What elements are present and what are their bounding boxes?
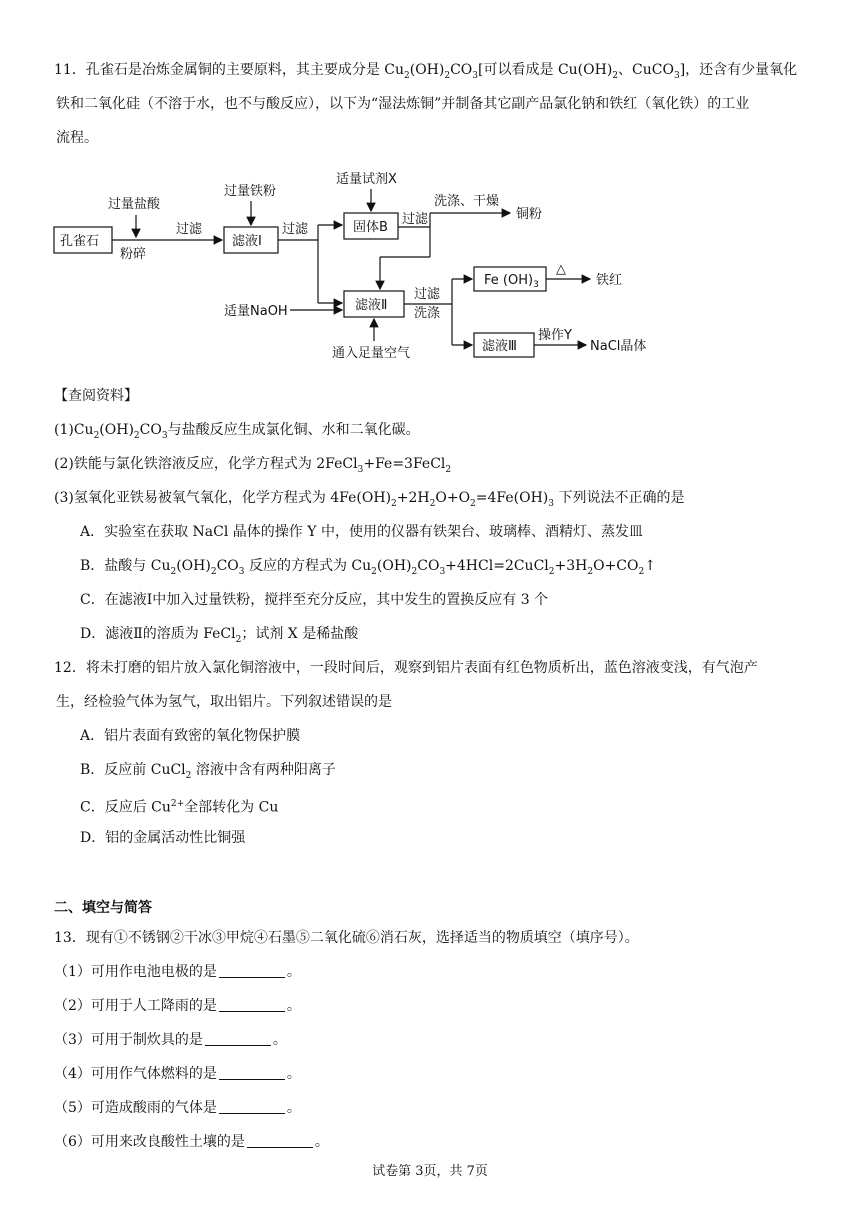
sub: 3	[238, 566, 245, 577]
q11-text: [可以看成是 Cu(OH)	[478, 62, 613, 78]
malachite-label: 孔雀石	[60, 234, 100, 249]
sub: 2	[210, 566, 217, 577]
sub: 2	[391, 498, 397, 509]
filter3-label: 过滤	[402, 212, 429, 227]
filter4-label: 过滤	[414, 287, 441, 302]
q13-item-text: （3）可用于制炊具的是	[54, 1032, 203, 1048]
q11-option-d	[80, 624, 358, 650]
q13-end: 。	[314, 1134, 329, 1150]
nacl-crystal-label: NaCl晶体	[590, 339, 647, 354]
ref-text: +Fe=3FeCl	[363, 456, 446, 472]
opt-text: 全部转化为 Cu	[184, 799, 279, 816]
answer-blank-1[interactable]	[219, 963, 285, 978]
ref-item-1	[54, 420, 420, 446]
q11-option-b	[80, 556, 656, 582]
q13-item-2	[54, 996, 301, 1016]
ref-text: O+O	[435, 490, 471, 506]
sub: 3	[673, 70, 680, 81]
feoh3-label	[484, 273, 539, 290]
feoh3-sub: 3	[533, 280, 539, 290]
opt-text: (OH)	[176, 558, 211, 574]
sub: 2	[638, 566, 645, 577]
q13-item-text: （1）可用作电池电极的是	[54, 964, 217, 980]
q12-line1: 12．将未打磨的铝片放入氯化铜溶液中，一段时间后，观察到铝片表面有红色物质析出，蓝色溶液变浅，有气泡产	[54, 660, 758, 676]
sup: 2+	[170, 799, 185, 809]
filtrate2-label: 滤液Ⅱ	[355, 298, 388, 313]
sub: 2	[411, 566, 418, 577]
q13-stem: 13．现有①不锈钢②干冰③甲烷④石墨⑤二氧化硫⑥消石灰，选择适当的物质填空（填序号）。	[54, 930, 639, 946]
q11-line2: 铁和二氧化硅（不溶于水，也不与酸反应），以下为“湿法炼铜”并制备其它副产品氯化钠和铁红（氧化铁）的工业	[56, 96, 750, 112]
answer-blank-6[interactable]	[247, 1133, 313, 1148]
ref-text: 下列说法不正确的是	[554, 490, 685, 506]
heat-symbol: △	[556, 262, 566, 277]
ref-text: +2H	[396, 490, 430, 506]
feoh3-text: Fe (OH)	[484, 273, 534, 288]
q13-item-text: （4）可用作气体燃料的是	[54, 1066, 217, 1082]
sub: 3	[357, 464, 364, 475]
ref-text: (3)氢氧化亚铁易被氧气氧化，化学方程式为 4Fe(OH)	[54, 490, 392, 506]
q11-text: 11．孔雀石是冶炼金属铜的主要原料，其主要成分是 Cu	[54, 62, 404, 78]
q12-line2: 生，经检验气体为氢气，取出铝片。下列叙述错误的是	[56, 694, 392, 710]
opt-text: ↑	[644, 558, 656, 574]
opt-text: CO	[216, 558, 239, 574]
opt-text: +4HCl=2CuCl	[445, 558, 549, 574]
answer-blank-2[interactable]	[219, 997, 285, 1012]
wash-label: 洗涤	[414, 306, 441, 321]
solidb-label: 固体B	[353, 220, 388, 235]
sub: 2	[612, 70, 619, 81]
sub: 2	[470, 498, 476, 509]
q11-text: (OH)	[409, 62, 445, 78]
ref-text: 与盐酸反应生成氯化铜、水和二氧化碳。	[167, 422, 420, 438]
opt-text: 溶液中含有两种阳离子	[191, 762, 336, 778]
q12-option-c	[80, 794, 278, 818]
q13-end: 。	[286, 998, 301, 1014]
sub: 2	[235, 634, 242, 645]
ref-title: 【查阅资料】	[54, 388, 138, 404]
opt-text: +3H	[554, 558, 588, 574]
answer-blank-5[interactable]	[219, 1099, 285, 1114]
q11-line3: 流程。	[56, 130, 98, 146]
sub: 2	[371, 566, 377, 577]
q12-option-d: D．铝的金属活动性比铜强	[80, 830, 246, 846]
copper-powder-label: 铜粉	[516, 207, 543, 222]
sub: 2	[429, 498, 436, 509]
opt-text: D．滤液Ⅱ的溶质为 FeCl	[80, 626, 236, 642]
opt-text: 反应的方程式为 Cu	[244, 558, 372, 574]
answer-blank-3[interactable]	[205, 1031, 271, 1046]
op-y-label: 操作Y	[538, 328, 572, 343]
ref-text: (1)Cu	[54, 422, 94, 438]
hcl-label: 过量盐酸	[108, 197, 161, 212]
q12-option-a: A．铝片表面有致密的氧化物保护膜	[80, 728, 301, 744]
q11-text: ]，还含有少量氧化	[679, 62, 798, 78]
opt-text: B．反应前 CuCl	[80, 762, 186, 778]
iron-red-label: 铁红	[596, 273, 623, 288]
sub: 2	[587, 566, 594, 577]
q13-item-6	[54, 1132, 329, 1152]
filtrate3-label: 滤液Ⅲ	[482, 339, 517, 354]
opt-text: (OH)	[376, 558, 412, 574]
naoh-label: 适量NaOH	[224, 304, 288, 319]
q13-end: 。	[286, 1066, 301, 1082]
opt-text: B．盐酸与 Cu	[80, 558, 171, 574]
sub: 3	[439, 566, 446, 577]
q11-text: CO	[450, 62, 473, 78]
sub: 2	[133, 430, 140, 441]
q13-item-5	[54, 1098, 301, 1118]
q13-item-1	[54, 962, 301, 982]
reagent-x-label: 适量试剂X	[336, 172, 397, 187]
opt-text: C．反应后 Cu	[80, 799, 171, 816]
iron-powder-label: 过量铁粉	[224, 184, 277, 199]
q11-text: 、CuCO	[618, 62, 674, 78]
q11-option-c: C．在滤液Ⅰ中加入过量铁粉，搅拌至充分反应，其中发生的置换反应有 3 个	[80, 592, 549, 608]
filter1-label: 过滤	[176, 222, 203, 237]
ref-text: (OH)	[99, 422, 134, 438]
q11-option-a: A．实验室在获取 NaCl 晶体的操作 Y 中，使用的仪器有铁架台、玻璃棒、酒精灯、蒸发皿	[80, 524, 643, 540]
q12-option-b	[80, 760, 336, 786]
sub: 2	[404, 70, 410, 81]
sub: 3	[161, 430, 168, 441]
opt-text: CO	[417, 558, 440, 574]
sub: 3	[548, 498, 554, 509]
q13-item-text: （6）可用来改良酸性土壤的是	[54, 1134, 245, 1150]
opt-text: ；试剂 X 是稀盐酸	[241, 626, 359, 642]
ref-item-2	[54, 454, 451, 480]
q13-item-4	[54, 1064, 301, 1084]
q13-item-3	[54, 1030, 287, 1050]
sub: 2	[170, 566, 177, 577]
ref-item-3	[54, 488, 684, 514]
q13-end: 。	[272, 1032, 287, 1048]
air-label: 通入足量空气	[332, 346, 411, 361]
crush-label: 粉碎	[120, 247, 147, 262]
q13-end: 。	[286, 1100, 301, 1116]
sub: 2	[445, 464, 452, 475]
page-footer: 试卷第 3页，共 7页	[372, 1164, 488, 1179]
sub: 2	[185, 770, 192, 781]
sub: 2	[93, 430, 100, 441]
ref-text: (2)铁能与氯化铁溶液反应，化学方程式为 2FeCl	[54, 456, 358, 472]
ref-text: CO	[139, 422, 162, 438]
sub: 3	[472, 70, 479, 81]
q13-end: 。	[286, 964, 301, 980]
sub: 2	[444, 70, 451, 81]
ref-text: =4Fe(OH)	[475, 490, 549, 506]
q13-item-text: （5）可造成酸雨的气体是	[54, 1100, 217, 1116]
q11-line1	[54, 60, 797, 86]
q13-item-text: （2）可用于人工降雨的是	[54, 998, 217, 1014]
filtrate1-label: 滤液Ⅰ	[232, 234, 262, 249]
opt-text: O+CO	[593, 558, 639, 574]
answer-blank-4[interactable]	[219, 1065, 285, 1080]
filter2-label: 过滤	[282, 222, 309, 237]
section-title: 二、填空与简答	[54, 900, 152, 916]
wash-dry-label: 洗涤、干燥	[434, 194, 500, 209]
sub: 2	[548, 566, 555, 577]
process-flow-diagram	[50, 165, 670, 365]
